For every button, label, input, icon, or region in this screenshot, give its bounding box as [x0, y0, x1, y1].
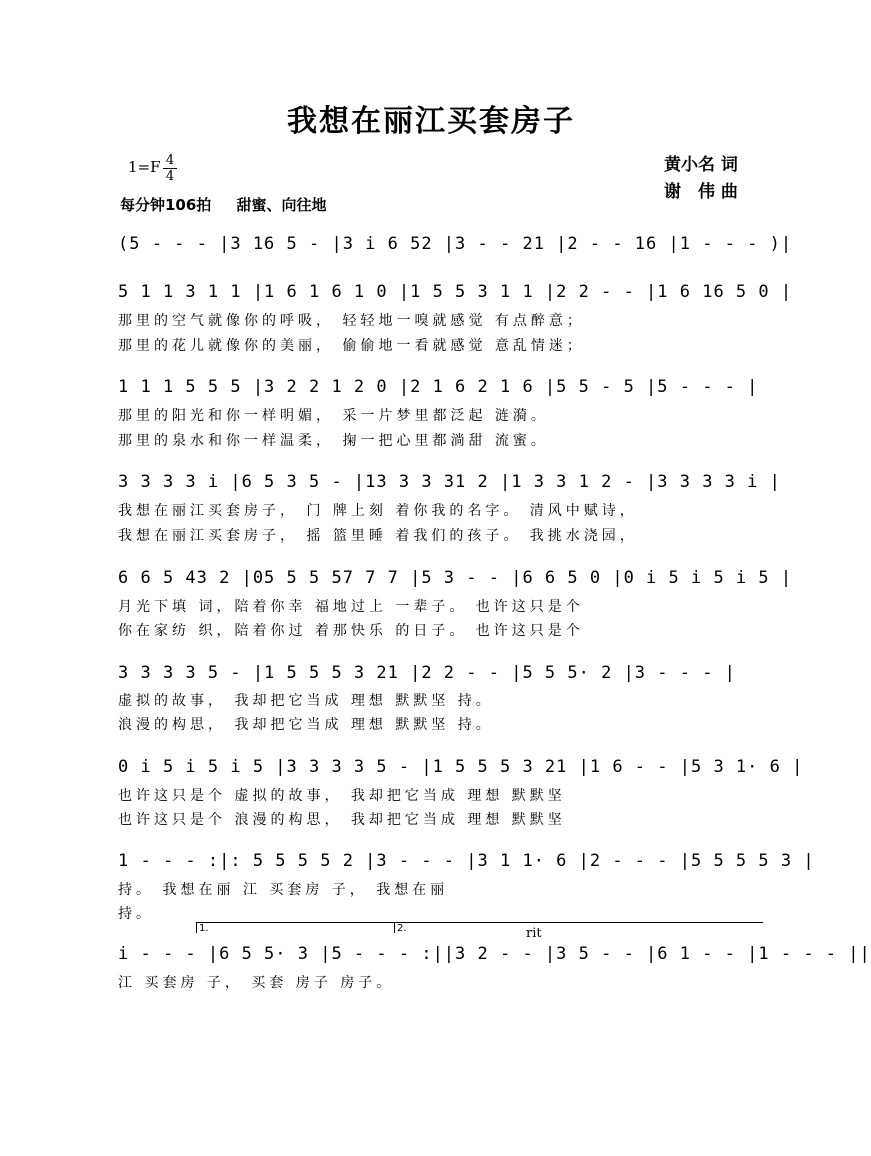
credits	[664, 152, 738, 206]
system-6-lyric-2: 浪漫的构思， 我却把它当成 理想 默默坚 持。	[118, 717, 494, 733]
system-6-lyric-1: 虚拟的故事， 我却把它当成 理想 默默坚 持。	[118, 693, 494, 709]
system-4-notes: 3 3 3 3 i |6 5 3 5 - |13 3 3 31 2 |1 3 3 1 2 - |3 3 3 3 i |	[118, 472, 781, 492]
system-4-lyric-2: 我想在丽江买套房子， 摇 篮里睡 着我们的孩子。 我挑水浇园，	[118, 528, 638, 544]
system-3-notes: 1 1 1 5 5 5 |3 2 2 1 2 0 |2 1 6 2 1 6 |5 5 - 5 |5 - - - |	[118, 377, 759, 397]
lyricist: 黄小名 词	[664, 155, 738, 175]
first-ending-bracket: 1.	[196, 922, 395, 933]
meter-top: 4	[165, 153, 175, 168]
ritardando-marking: rit	[526, 926, 542, 941]
second-ending-bracket: 2.	[394, 922, 763, 933]
system-8-lyric-1: 持。 我想在丽 江 买套房 子， 我想在丽	[118, 882, 449, 898]
tempo-bpm: 每分钟106拍	[120, 196, 212, 214]
system-2-lyric-1: 那里的空气就像你的呼吸， 轻轻地一嗅就感觉 有点醉意；	[118, 313, 585, 329]
system-7-lyric-1: 也许这只是个 虚拟的故事， 我却把它当成 理想 默默坚	[118, 788, 566, 804]
system-7-lyric-2: 也许这只是个 浪漫的构思， 我却把它当成 理想 默默坚	[118, 812, 566, 828]
system-5-notes: 6 6 5 43 2 |05 5 5 57 7 7 |5 3 - - |6 6 5 0 |0 i 5 i 5 i 5 |	[118, 568, 793, 588]
tempo-marking	[120, 194, 327, 215]
system-8-notes: 1 - - - :|: 5 5 5 5 2 |3 - - - |3 1 1· 6 |2 - - - |5 5 5 5 3 |	[118, 851, 815, 871]
system-6-notes: 3 3 3 3 5 - |1 5 5 5 3 21 |2 2 - - |5 5 5· 2 |3 - - - |	[118, 663, 736, 683]
system-1-notes: (5 - - - |3 16 5 - |3 i 6 52 |3 - - 21 |2 - - 16 |1 - - - )|	[118, 234, 793, 254]
time-signature	[163, 153, 177, 184]
system-2-notes: 5 1 1 3 1 1 |1 6 1 6 1 0 |1 5 5 3 1 1 |2 2 - - |1 6 16 5 0 |	[118, 282, 793, 302]
system-4-lyric-1: 我想在丽江买套房子， 门 牌上刻 着你我的名字。 清风中赋诗，	[118, 503, 638, 519]
meter-bottom: 4	[163, 168, 177, 184]
system-5-lyric-1: 月光下填 词，陪着你幸 福地过上 一辈子。 也许这只是个	[118, 599, 584, 615]
system-9-lyric-1: 江 买套房 子， 买套 房子 房子。	[118, 975, 395, 991]
system-3-lyric-2: 那里的泉水和你一样温柔， 掬一把心里都淌甜 流蜜。	[118, 433, 549, 449]
system-8-lyric-2: 持。	[118, 906, 154, 922]
system-7-notes: 0 i 5 i 5 i 5 |3 3 3 3 5 - |1 5 5 5 3 21 |1 6 - - |5 3 1· 6 |	[118, 757, 804, 777]
tempo-style: 甜蜜、向往地	[236, 196, 327, 214]
key-signature: 1=F	[128, 158, 161, 176]
song-title: 我想在丽江买套房子	[287, 104, 575, 139]
system-2-lyric-2: 那里的花儿就像你的美丽， 偷偷地一看就感觉 意乱情迷；	[118, 338, 585, 354]
system-5-lyric-2: 你在家纺 织，陪着你过 着那快乐 的日子。 也许这只是个	[118, 623, 584, 639]
system-3-lyric-1: 那里的阳光和你一样明媚， 采一片梦里都泛起 涟漪。	[118, 408, 549, 424]
system-9-notes: i - - - |6 5 5· 3 |5 - - - :||3 2 - - |3 5 - - |6 1 - - |1 - - - ||	[118, 944, 871, 964]
composer: 谢 伟 曲	[664, 182, 738, 202]
